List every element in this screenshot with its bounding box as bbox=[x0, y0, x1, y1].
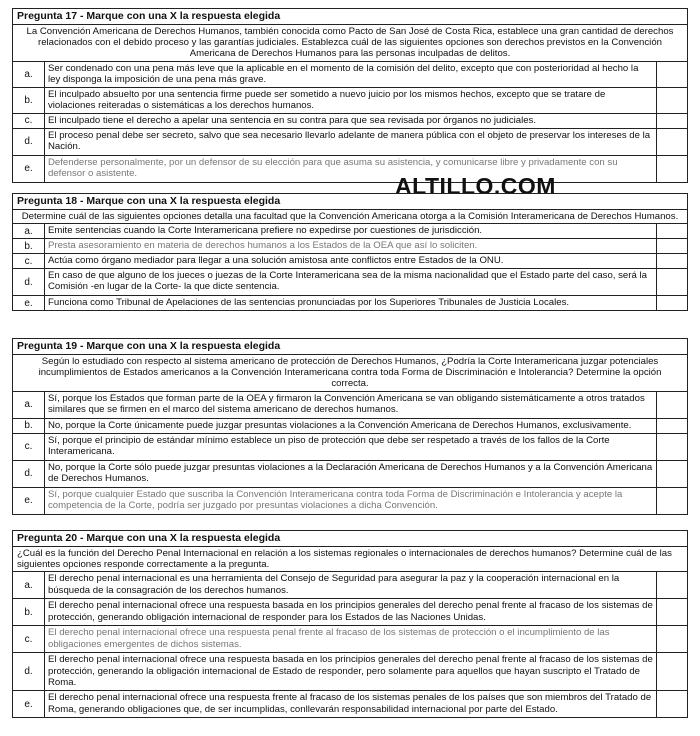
option-e bbox=[13, 691, 687, 717]
option-text: El derecho penal internacional ofrece una respuesta basada en los principios generales del derecho penal frente al fracaso de los sistemas de protección, generando la obligación internacional de Estado de responder, pero solamente para aquellos que hayan suscripto el Tratado de Roma. bbox=[45, 653, 657, 690]
option-d bbox=[13, 653, 687, 691]
option-letter: d. bbox=[13, 269, 45, 295]
option-letter: d. bbox=[13, 461, 45, 487]
option-a bbox=[13, 62, 687, 88]
option-c bbox=[13, 114, 687, 129]
option-letter: c. bbox=[13, 114, 45, 128]
option-text: Presta asesoramiento en materia de derechos humanos a los Estados de la OEA que así lo soliciten. bbox=[45, 239, 657, 253]
question-18 bbox=[12, 193, 688, 311]
answer-box[interactable] bbox=[657, 461, 687, 487]
option-letter: a. bbox=[13, 62, 45, 87]
question-stem: ¿Cuál es la función del Derecho Penal Internacional en relación a los sistemas regionales o internacionales de derechos humanos? Determine cuál de las siguientes opciones responde correctamente a la pregunta. bbox=[13, 547, 687, 572]
answer-box[interactable] bbox=[657, 419, 687, 433]
option-a bbox=[13, 224, 687, 239]
option-text: El derecho penal internacional ofrece una respuesta frente al fracaso de los sistemas penales de los países que son miembros del Tratado de Roma, generando obligaciones que, de ser incumplidas, conllevarán responsabilidad internacional por parte del Estado. bbox=[45, 691, 657, 717]
question-stem: Determine cuál de las siguientes opciones detalla una facultad que la Convención Americana otorga a la Comisión Interamericana de Derechos Humanos. bbox=[13, 210, 687, 224]
option-b bbox=[13, 88, 687, 114]
answer-box[interactable] bbox=[657, 254, 687, 268]
option-letter: a. bbox=[13, 224, 45, 238]
answer-box[interactable] bbox=[657, 269, 687, 295]
answer-box[interactable] bbox=[657, 129, 687, 155]
option-c bbox=[13, 626, 687, 653]
answer-box[interactable] bbox=[657, 691, 687, 717]
answer-box[interactable] bbox=[657, 88, 687, 113]
answer-box[interactable] bbox=[657, 62, 687, 87]
option-text: El derecho penal internacional ofrece una respuesta penal frente al fracaso de los sistemas de protección o el incumplimiento de las obligaciones emergentes de dichos sistemas. bbox=[45, 626, 657, 652]
option-a bbox=[13, 392, 687, 419]
option-text: Actúa como órgano mediador para llegar a una solución amistosa ante conflictos entre Estados de la ONU. bbox=[45, 254, 657, 268]
option-d bbox=[13, 269, 687, 296]
question-title: Pregunta 20 - Marque con una X la respuesta elegida bbox=[13, 531, 687, 547]
answer-box[interactable] bbox=[657, 572, 687, 598]
question-17 bbox=[12, 8, 688, 183]
option-d bbox=[13, 461, 687, 488]
option-letter: c. bbox=[13, 626, 45, 652]
option-text: En caso de que alguno de los jueces o juezas de la Corte Interamericana sea de la misma nacionalidad que el Estado parte del caso, será la Comisión -en lugar de la Corte- la que dicte sentencia. bbox=[45, 269, 657, 295]
option-text: No, porque la Corte sólo puede juzgar presuntas violaciones a la Declaración Americana de Derechos Humanos y a la Convención Americana de Derechos Humanos. bbox=[45, 461, 657, 487]
watermark: ALTILLO.COM bbox=[395, 173, 556, 199]
option-text: El inculpado tiene el derecho a apelar una sentencia en su contra para que sea revisada por órganos no judiciales. bbox=[45, 114, 657, 128]
option-text: El derecho penal internacional es una herramienta del Consejo de Seguridad para asegurar la paz y la cooperación internacional en la búsqueda de la consagración de los derechos humanos. bbox=[45, 572, 657, 598]
answer-box[interactable] bbox=[657, 653, 687, 690]
option-text: Sí, porque los Estados que forman parte de la OEA y firmaron la Convención Americana se van obligando sistemáticamente a otros tratados similares que se firmen en el marco del sistema americano de derechos humanos. bbox=[45, 392, 657, 418]
answer-box[interactable] bbox=[657, 239, 687, 253]
question-19 bbox=[12, 338, 688, 515]
question-title: Pregunta 17 - Marque con una X la respuesta elegida bbox=[13, 9, 687, 25]
option-letter: c. bbox=[13, 254, 45, 268]
option-letter: c. bbox=[13, 434, 45, 460]
answer-box[interactable] bbox=[657, 599, 687, 625]
answer-box[interactable] bbox=[657, 626, 687, 652]
answer-box[interactable] bbox=[657, 156, 687, 182]
option-text: No, porque la Corte únicamente puede juzgar presuntas violaciones a la Convención Americana de Derechos Humanos, exclusivamente. bbox=[45, 419, 657, 433]
option-e bbox=[13, 296, 687, 310]
answer-box[interactable] bbox=[657, 114, 687, 128]
question-title: Pregunta 19 - Marque con una X la respuesta elegida bbox=[13, 339, 687, 355]
question-stem: La Convención Americana de Derechos Humanos, también conocida como Pacto de San José de Costa Rica, establece una gran cantidad de derechos relacionados con el debido proceso y las garantías judiciales. Establezca cuál de las siguientes opciones son derechos previstos en la Convención Americana de Derechos Humanos para las personas inculpadas de delitos. bbox=[13, 25, 687, 62]
option-e bbox=[13, 488, 687, 514]
question-stem: Según lo estudiado con respecto al sistema americano de protección de Derechos Humanos, ¿Podría la Corte Interamericana juzgar potenciales incumplimientos de Estados americanos a la Convención Interamericana contra toda Forma de Discriminación e Intolerancia? Determine la opción correcta. bbox=[13, 355, 687, 392]
option-text: Defenderse personalmente, por un defensor de su elección para que asuma su asistencia, y comunicarse libre y privadamente con su defensor o asistente. bbox=[45, 156, 657, 182]
option-a bbox=[13, 572, 687, 599]
option-letter: b. bbox=[13, 239, 45, 253]
option-letter: e. bbox=[13, 488, 45, 514]
answer-box[interactable] bbox=[657, 434, 687, 460]
option-text: El derecho penal internacional ofrece una respuesta basada en los principios generales del derecho penal frente al fracaso de los sistemas de protección, generando obligación internacional de responder para los Estados de las Naciones Unidas. bbox=[45, 599, 657, 625]
option-letter: e. bbox=[13, 156, 45, 182]
option-b bbox=[13, 419, 687, 434]
answer-box[interactable] bbox=[657, 296, 687, 310]
option-text: Sí, porque cualquier Estado que suscriba la Convención Interamericana contra toda Forma de Discriminación e Intolerancia y acepte la competencia de la Corte, podría ser juzgado por presuntas violaciones a dicha Convención. bbox=[45, 488, 657, 514]
option-letter: d. bbox=[13, 129, 45, 155]
option-letter: e. bbox=[13, 296, 45, 310]
option-c bbox=[13, 434, 687, 461]
answer-box[interactable] bbox=[657, 224, 687, 238]
question-title: Pregunta 18 - Marque con una X la respuesta elegida bbox=[13, 194, 687, 210]
option-letter: d. bbox=[13, 653, 45, 690]
option-letter: b. bbox=[13, 88, 45, 113]
option-e bbox=[13, 156, 687, 182]
option-text: Funciona como Tribunal de Apelaciones de las sentencias pronunciadas por los Superiores Tribunales de Justicia Locales. bbox=[45, 296, 657, 310]
option-letter: a. bbox=[13, 392, 45, 418]
option-c bbox=[13, 254, 687, 269]
option-letter: b. bbox=[13, 599, 45, 625]
option-text: Sí, porque el principio de estándar mínimo establece un piso de protección que debe ser respetado a través de los fallos de la Corte Interamericana. bbox=[45, 434, 657, 460]
option-text: Emite sentencias cuando la Corte Interamericana prefiere no expedirse por cuestiones de jurisdicción. bbox=[45, 224, 657, 238]
option-text: El proceso penal debe ser secreto, salvo que sea necesario llevarlo adelante de manera pública con el objeto de preservar los intereses de la Nación. bbox=[45, 129, 657, 155]
option-d bbox=[13, 129, 687, 156]
option-letter: a. bbox=[13, 572, 45, 598]
option-text: El inculpado absuelto por una sentencia firme puede ser sometido a nuevo juicio por los mismos hechos, excepto que se tratare de violaciones reiteradas o sistemáticas a los derechos humanos. bbox=[45, 88, 657, 113]
option-b bbox=[13, 599, 687, 626]
answer-box[interactable] bbox=[657, 488, 687, 514]
question-20 bbox=[12, 530, 688, 718]
option-letter: b. bbox=[13, 419, 45, 433]
answer-box[interactable] bbox=[657, 392, 687, 418]
option-letter: e. bbox=[13, 691, 45, 717]
option-b bbox=[13, 239, 687, 254]
option-text: Ser condenado con una pena más leve que la aplicable en el momento de la comisión del delito, excepto que con posterioridad al hecho la ley disponga la imposición de una pena más grave. bbox=[45, 62, 657, 87]
